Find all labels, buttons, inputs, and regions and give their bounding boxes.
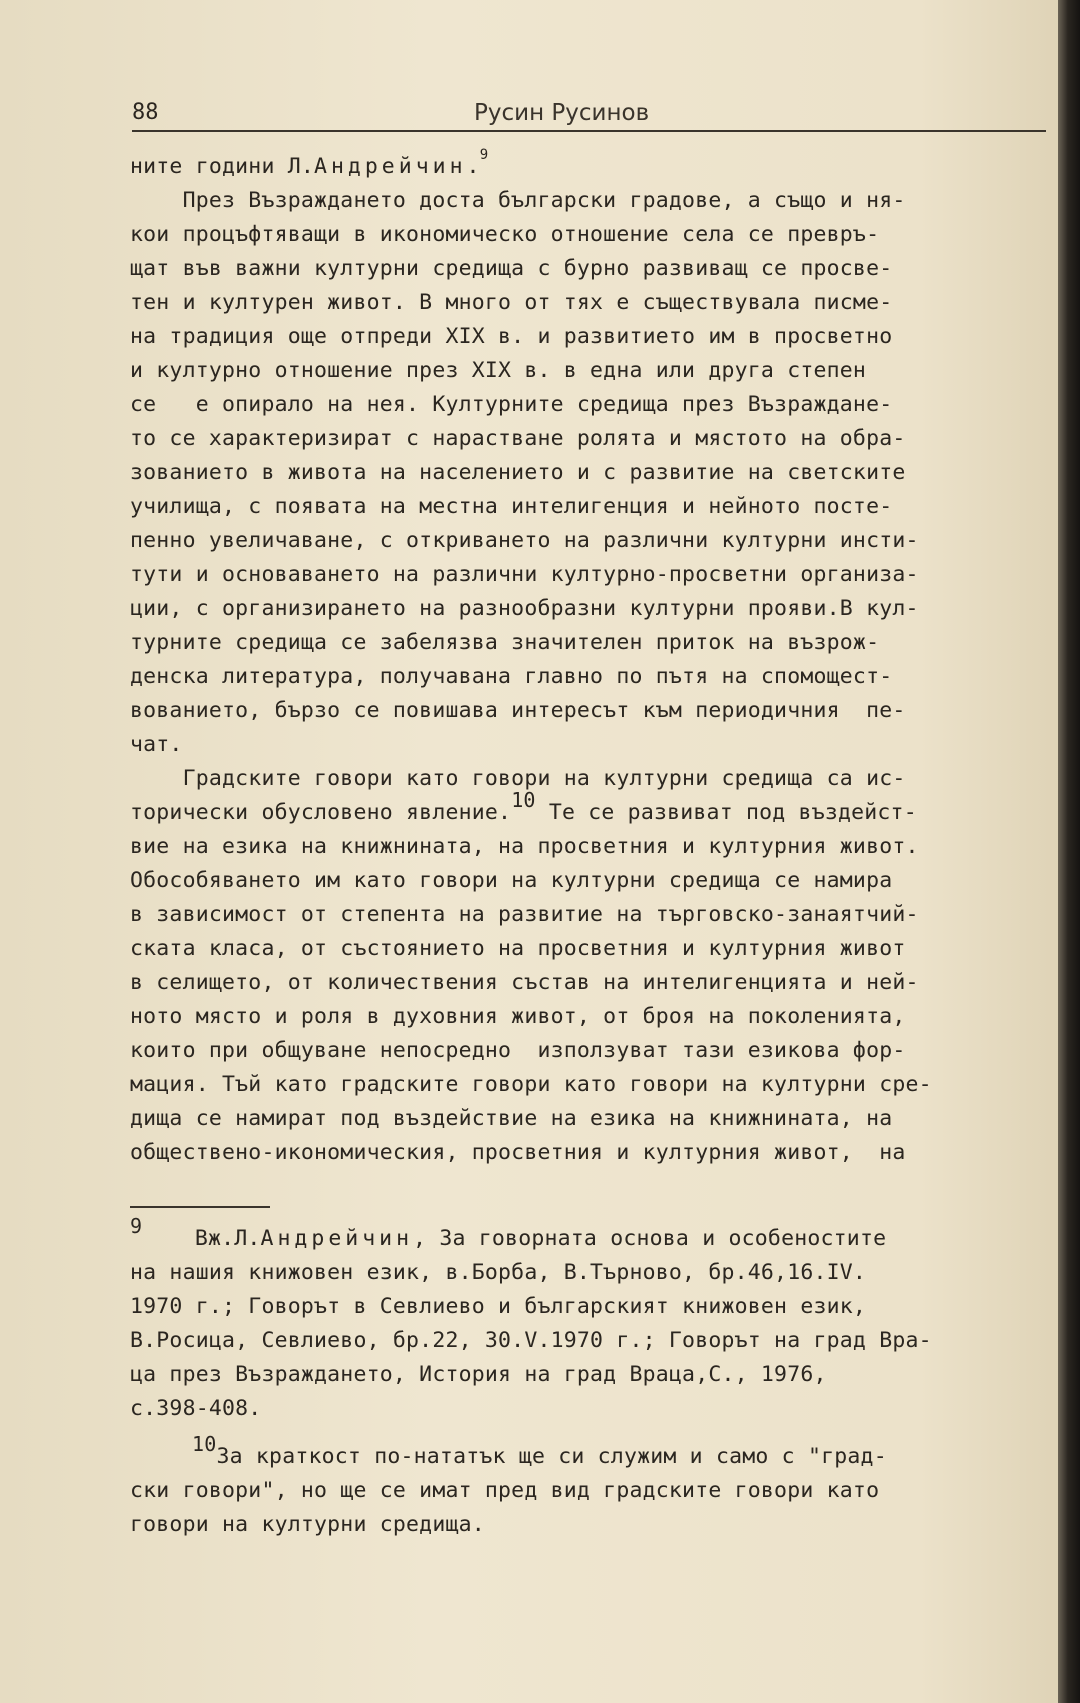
main-text (130, 147, 1050, 1170)
text-line: ската класа, от състоянието на просветния и културния живот (130, 936, 906, 961)
text-fragment: торически обусловено явление. (130, 800, 512, 825)
footnote-gap (130, 1426, 1050, 1440)
author-name: Андрейчин (314, 154, 467, 179)
footnote-9-line: В.Росица, Севлиево, бр.22, 30.V.1970 г.; Говорът на град Вра- (130, 1328, 932, 1353)
text-fragment: Те се развиват под въздейст- (535, 800, 917, 825)
footnote-9-mark: 9 (130, 1214, 143, 1238)
text-line: кои процъфтяващи в икономическо отношение села се превръ- (130, 222, 880, 247)
text-line: ното място и роля в духовния живот, от броя на поколенията, (130, 1004, 906, 1029)
page-number: 88 (132, 100, 159, 125)
text-line: денска литература, получавана главно по пътя на спомощест- (130, 664, 893, 689)
text-fragment: , За говорната основа и особеностите (413, 1226, 887, 1251)
footnote-10-line: говори на културни средища. (130, 1512, 485, 1537)
text-fragment: ните години Л. (130, 154, 315, 179)
text-line: тен и културен живот. В много от тях е съществувала писме- (130, 290, 893, 315)
footnote-ref-9: 9 (479, 147, 489, 163)
text-line: то се характеризират с нарастване ролята и мястото на обра- (130, 426, 906, 451)
footnote-10-mark: 10 (192, 1432, 217, 1456)
text-line: чат. (130, 732, 183, 757)
text-fragment: . (466, 154, 480, 179)
text-line: мация. Тъй като градските говори като говори на културни сре- (130, 1072, 932, 1097)
footnote-9-line: 1970 г.; Говорът в Севлиево и българският книжовен език, (130, 1294, 867, 1319)
text-line: и културно отношение през XIX в. в една или друга степен (130, 358, 867, 383)
running-head: Русин Русинов (474, 100, 650, 126)
author-name: Андрейчин (260, 1226, 414, 1251)
text-line (130, 147, 1050, 184)
footnote-9-line: ца през Възраждането, История на град Враца,С., 1976, (130, 1362, 827, 1387)
text-line: обществено-икономическия, просветния и културния живот, на (130, 1140, 906, 1165)
footnote-10-line (130, 1432, 1050, 1474)
footnote-9-line: с.398-408. (130, 1396, 262, 1421)
text-line: на традиция още отпреди XIX в. и развитието им в просветно (130, 324, 893, 349)
text-line: турните средища се забелязва значителен приток на възрож- (130, 630, 880, 655)
text-line: През Възраждането доста български градове, а също и ня- (130, 188, 906, 213)
footnote-10-line: ски говори", но ще се имат пред вид градските говори като (130, 1478, 880, 1503)
text-line: зованието в живота на населението и с развитие на светските (130, 460, 906, 485)
text-line: в селището, от количествения състав на интелигенцията и ней- (130, 970, 919, 995)
scan-right-edge (1058, 0, 1080, 1703)
text-line: училища, с появата на местна интелигенция и нейното посте- (130, 494, 893, 519)
text-line: тути и основаването на различни културно-просветни организа- (130, 562, 919, 587)
text-line: ции, с организирането на разнообразни културни прояви.В кул- (130, 596, 919, 621)
text-line: Градските говори като говори на културни средища са ис- (130, 766, 906, 791)
text-line: вованието, бързо се повишава интересът към периодичния пе- (130, 698, 906, 723)
footnote-separator (130, 1206, 270, 1208)
footnotes (130, 1214, 1050, 1542)
footnote-ref-10: 10 (511, 788, 536, 812)
page-header (132, 96, 1046, 132)
text-line: в зависимост от степента на развитие на търговско-занаятчий- (130, 902, 919, 927)
text-line: щат във важни културни средища с бурно развиващ се просве- (130, 256, 893, 281)
text-line: вие на езика на книжнината, на просветния и културния живот. (130, 834, 919, 859)
text-line: дища се намират под въздействие на езика на книжнината, на (130, 1106, 893, 1131)
footnote-9-line: на нашия книжовен език, в.Борба, В.Търново, бр.46,16.IV. (130, 1260, 867, 1285)
text-line: пенно увеличаване, с откриването на различни културни инсти- (130, 528, 919, 553)
text-line (130, 788, 1050, 830)
text-line: които при общуване непосредно използуват тази езикова фор- (130, 1038, 906, 1063)
text-line: се е опирало на нея. Културните средища през Възраждане- (130, 392, 893, 417)
footnote-9-line (130, 1214, 1050, 1256)
text-fragment: Вж.Л. (142, 1226, 261, 1251)
text-line: Обособяването им като говори на културни средища се намира (130, 868, 893, 893)
text-fragment: За краткост по-нататък ще си служим и само с "град- (216, 1444, 887, 1469)
